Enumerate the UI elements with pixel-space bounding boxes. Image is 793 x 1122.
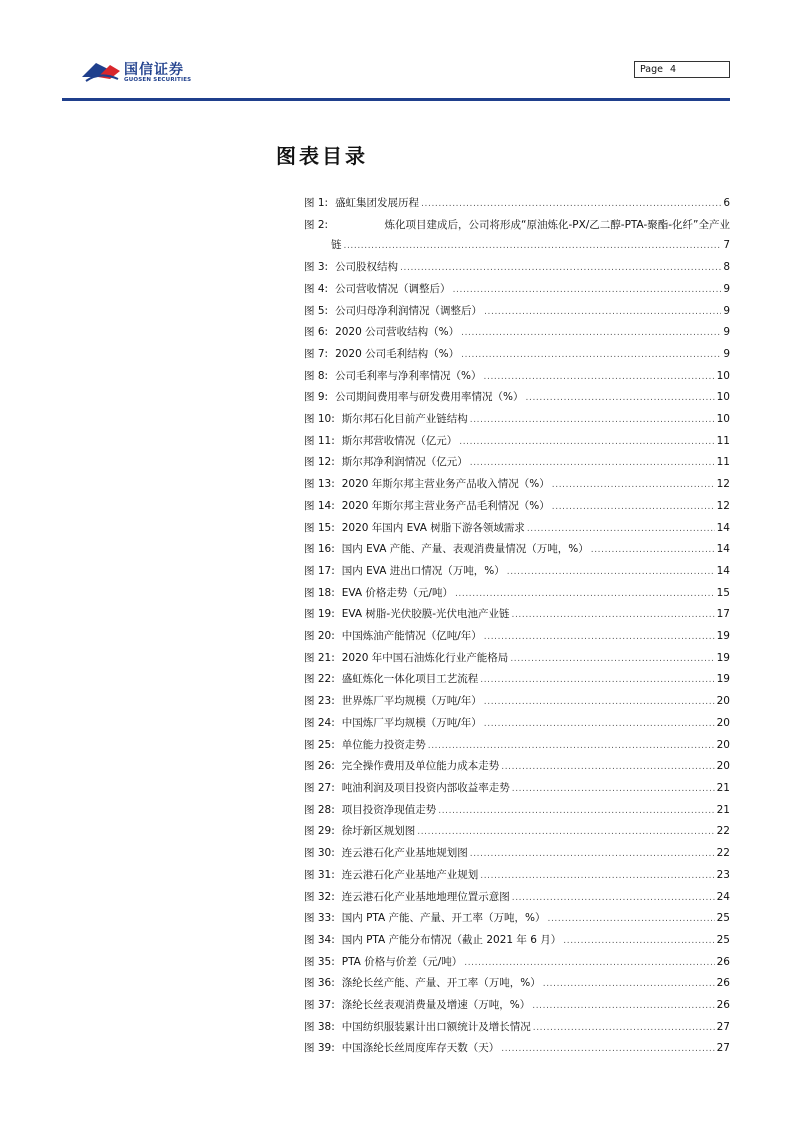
toc-leader-dots <box>421 194 721 215</box>
toc-figure-number: 图 28: <box>304 803 335 816</box>
toc-figure-number: 图 24: <box>304 716 335 729</box>
toc-figure-number: 图 26: <box>304 760 335 773</box>
toc-entry[interactable] <box>304 735 730 757</box>
toc-leader-dots <box>461 323 721 344</box>
toc-leader-dots <box>470 453 715 474</box>
toc-page-number: 20 <box>716 716 730 729</box>
toc-figure-title: 公司营收情况（调整后） <box>335 282 451 295</box>
toc-page-number: 20 <box>716 738 730 751</box>
toc-page-number: 14 <box>716 543 730 556</box>
toc-page-number: 26 <box>716 977 730 990</box>
toc-figure-title: 世界炼厂平均规模（万吨/年） <box>341 695 482 708</box>
toc-leader-dots <box>461 345 721 366</box>
toc-page-number: 23 <box>716 868 730 881</box>
toc-page-number: 21 <box>716 803 730 816</box>
toc-page-number: 11 <box>716 456 730 469</box>
toc-figure-title: 2020 公司毛利结构（%） <box>335 347 460 360</box>
toc-figure-number: 图 5: <box>304 304 329 317</box>
toc-page-number: 25 <box>716 912 730 925</box>
toc-figure-title: 项目投资净现值走势 <box>341 803 437 816</box>
toc-figure-number: 图 11: <box>304 434 335 447</box>
toc-leader-dots <box>510 649 714 670</box>
toc-entry[interactable] <box>304 648 730 670</box>
toc-leader-dots <box>470 844 715 865</box>
toc-entry[interactable] <box>304 366 730 388</box>
toc-entry[interactable] <box>304 952 730 974</box>
guosen-logo <box>80 57 200 87</box>
toc-page-number: 8 <box>723 261 730 274</box>
toc-leader-dots <box>464 953 714 974</box>
toc-entry[interactable] <box>304 496 730 518</box>
toc-figure-title: 斯尔邦营收情况（亿元） <box>341 434 458 447</box>
toc-entry[interactable] <box>304 215 730 257</box>
toc-leader-dots <box>459 432 714 453</box>
toc-leader-dots <box>532 996 714 1017</box>
toc-entry[interactable] <box>304 452 730 474</box>
toc-page-number: 26 <box>716 999 730 1012</box>
toc-entry[interactable] <box>304 995 730 1017</box>
toc-leader-dots <box>548 909 715 930</box>
toc-leader-dots <box>470 410 715 431</box>
toc-figure-number: 图 35: <box>304 955 335 968</box>
toc-entry[interactable] <box>304 713 730 735</box>
toc-entry[interactable] <box>304 626 730 648</box>
toc-leader-dots <box>552 475 715 496</box>
toc-figure-number: 图 36: <box>304 977 335 990</box>
toc-figure-number: 图 6: <box>304 326 329 339</box>
toc-entry[interactable] <box>304 908 730 930</box>
toc-page-number: 15 <box>716 586 730 599</box>
toc-figure-number: 图 27: <box>304 781 335 794</box>
toc-figure-number: 图 30: <box>304 847 335 860</box>
toc-page-number: 25 <box>716 933 730 946</box>
toc-page-number: 19 <box>716 651 730 664</box>
toc-figure-title: 中国纺织服装累计出口额统计及增长情况 <box>341 1020 531 1033</box>
toc-leader-dots <box>417 822 714 843</box>
toc-page-number: 22 <box>716 847 730 860</box>
toc-entry[interactable] <box>304 539 730 561</box>
toc-figure-title: 国内 PTA 产能、产量、开工率（万吨，%） <box>341 912 546 925</box>
toc-entry[interactable] <box>304 257 730 279</box>
toc-leader-dots <box>552 497 715 518</box>
toc-entry[interactable] <box>304 800 730 822</box>
toc-figure-number: 图 2: <box>304 218 329 231</box>
toc-figure-number: 图 34: <box>304 933 335 946</box>
toc-entry[interactable] <box>304 669 730 691</box>
toc-leader-dots <box>501 757 714 778</box>
toc-figure-number: 图 10: <box>304 413 335 426</box>
toc-leader-dots <box>453 280 722 301</box>
toc-entry[interactable] <box>304 561 730 583</box>
toc-leader-dots <box>480 866 714 887</box>
toc-figure-title: 中国炼厂平均规模（万吨/年） <box>341 716 482 729</box>
toc-figure-number: 图 21: <box>304 651 335 664</box>
toc-figure-number: 图 17: <box>304 564 335 577</box>
toc-entry[interactable] <box>304 604 730 626</box>
toc-leader-dots <box>455 584 715 605</box>
toc-figure-title: 吨油利润及项目投资内部收益率走势 <box>341 781 510 794</box>
toc-leader-dots <box>428 736 715 757</box>
toc-figure-title: 炼化项目建成后，公司将形成“原油炼化-PX/乙二醇-PTA-聚酯-化纤”全产业 <box>384 218 730 231</box>
toc-figure-title: PTA 价格与价差（元/吨） <box>341 955 463 968</box>
toc-leader-dots <box>480 670 714 691</box>
toc-page-number: 12 <box>716 478 730 491</box>
toc-leader-dots <box>438 801 714 822</box>
toc-figure-title: 国内 EVA 进出口情况（万吨，%） <box>341 564 505 577</box>
toc-page-number: 20 <box>716 695 730 708</box>
toc-figure-number: 图 15: <box>304 521 335 534</box>
toc-entry[interactable] <box>304 778 730 800</box>
toc-page-number: 20 <box>716 760 730 773</box>
toc-figure-title: 公司毛利率与净利率情况（%） <box>335 369 482 382</box>
toc-entry[interactable] <box>304 973 730 995</box>
toc-page-number: 24 <box>716 890 730 903</box>
toc-leader-dots <box>484 714 715 735</box>
toc-figure-title: 徐圩新区规划图 <box>341 825 416 838</box>
toc-figure-number: 图 4: <box>304 282 329 295</box>
toc-figure-number: 图 9: <box>304 391 329 404</box>
toc-figure-title: 2020 年中国石油炼化行业产能格局 <box>341 651 509 664</box>
toc-page-number: 10 <box>716 369 730 382</box>
toc-leader-dots <box>512 888 715 909</box>
page-indicator <box>634 61 730 78</box>
toc-page-number: 10 <box>716 413 730 426</box>
toc-figure-number: 图 20: <box>304 630 335 643</box>
toc-page-number: 9 <box>723 304 730 317</box>
toc-figure-number: 图 23: <box>304 695 335 708</box>
toc-figure-number: 图 32: <box>304 890 335 903</box>
toc-page-number: 27 <box>716 1020 730 1033</box>
toc-figure-number: 图 14: <box>304 499 335 512</box>
toc-entry[interactable] <box>304 821 730 843</box>
figure-list <box>304 193 730 1060</box>
toc-leader-dots <box>533 1018 715 1039</box>
toc-page-number: 14 <box>716 521 730 534</box>
toc-leader-dots <box>484 302 721 323</box>
toc-figure-number: 图 19: <box>304 608 335 621</box>
toc-page-number: 12 <box>716 499 730 512</box>
logo-english-name: GUOSEN SECURITIES <box>124 77 192 83</box>
toc-page-number: 17 <box>716 608 730 621</box>
toc-figure-title: 完全操作费用及单位能力成本走势 <box>341 760 500 773</box>
toc-leader-dots <box>400 258 721 279</box>
toc-entry[interactable] <box>304 756 730 778</box>
toc-figure-number: 图 8: <box>304 369 329 382</box>
toc-figure-number: 图 37: <box>304 999 335 1012</box>
toc-leader-dots <box>484 692 715 713</box>
toc-entry[interactable] <box>304 431 730 453</box>
toc-page-number: 19 <box>716 630 730 643</box>
toc-figure-title: 公司股权结构 <box>335 261 399 274</box>
toc-figure-title: 中国涤纶长丝周度库存天数（天） <box>341 1042 500 1055</box>
toc-entry[interactable] <box>304 344 730 366</box>
toc-entry[interactable] <box>304 301 730 323</box>
toc-entry[interactable] <box>304 193 730 215</box>
toc-page-number: 26 <box>716 955 730 968</box>
toc-page-number: 10 <box>716 391 730 404</box>
toc-figure-title: 连云港石化产业基地规划图 <box>341 847 468 860</box>
toc-figure-number: 图 13: <box>304 478 335 491</box>
toc-leader-dots <box>527 519 715 540</box>
toc-page-number: 11 <box>716 434 730 447</box>
toc-figure-title: 盛虹集团发展历程 <box>335 197 420 209</box>
toc-leader-dots <box>526 388 715 409</box>
toc-figure-number: 图 1: <box>304 197 329 209</box>
toc-figure-number: 图 16: <box>304 543 335 556</box>
toc-leader-dots <box>501 1039 714 1060</box>
page-label: Page <box>640 64 663 75</box>
toc-figure-title: 2020 年斯尔邦主营业务产品毛利情况（%） <box>341 499 550 512</box>
toc-page-number: 22 <box>716 825 730 838</box>
toc-figure-title: 2020 年国内 EVA 树脂下游各领域需求 <box>341 521 525 534</box>
toc-entry[interactable] <box>304 1038 730 1060</box>
toc-entry[interactable] <box>304 691 730 713</box>
toc-figure-title: 国内 EVA 产能、产量、表观消费量情况（万吨，%） <box>341 543 589 556</box>
toc-figure-number: 图 18: <box>304 586 335 599</box>
toc-entry[interactable] <box>304 518 730 540</box>
toc-entry[interactable] <box>304 583 730 605</box>
toc-figure-title: 2020 公司营收结构（%） <box>335 326 460 339</box>
toc-figure-title: 国内 PTA 产能分布情况（截止 2021 年 6 月） <box>341 933 562 946</box>
toc-leader-dots <box>484 627 715 648</box>
toc-figure-title: 斯尔邦净利润情况（亿元） <box>341 456 468 469</box>
toc-leader-dots <box>543 974 715 995</box>
toc-page-number: 6 <box>723 197 730 209</box>
toc-figure-title: 2020 年斯尔邦主营业务产品收入情况（%） <box>341 478 550 491</box>
toc-entry[interactable] <box>304 887 730 909</box>
toc-figure-title: 盛虹炼化一体化项目工艺流程 <box>341 673 479 686</box>
toc-figure-number: 图 33: <box>304 912 335 925</box>
toc-figure-number: 图 29: <box>304 825 335 838</box>
toc-page-number: 27 <box>716 1042 730 1055</box>
toc-entry[interactable] <box>304 930 730 952</box>
toc-figure-title: 连云港石化产业基地产业规划 <box>341 868 479 881</box>
toc-figure-title: 斯尔邦石化目前产业链结构 <box>341 413 468 426</box>
toc-leader-dots <box>591 540 715 561</box>
toc-figure-number: 图 12: <box>304 456 335 469</box>
logo-mark-icon <box>80 57 122 85</box>
toc-entry[interactable] <box>304 279 730 301</box>
toc-figure-number: 图 7: <box>304 347 329 360</box>
toc-page-number: 9 <box>723 282 730 295</box>
toc-figure-title: EVA 价格走势（元/吨） <box>341 586 453 599</box>
toc-page-number: 7 <box>723 239 730 252</box>
toc-figure-title: 公司归母净利润情况（调整后） <box>335 304 483 317</box>
toc-figure-number: 图 25: <box>304 738 335 751</box>
toc-figure-title-continued: 链 <box>331 239 342 252</box>
toc-figure-title: 涤纶长丝表观消费量及增速（万吨，%） <box>341 999 531 1012</box>
toc-figure-number: 图 22: <box>304 673 335 686</box>
toc-entry[interactable] <box>304 1017 730 1039</box>
toc-figure-title: EVA 树脂-光伏胶膜-光伏电池产业链 <box>341 608 510 621</box>
toc-page-number: 21 <box>716 781 730 794</box>
toc-figure-title: 公司期间费用率与研发费用率情况（%） <box>335 391 524 404</box>
toc-page-number: 9 <box>723 347 730 360</box>
page-title: 图表目录 <box>276 144 368 168</box>
toc-leader-dots <box>344 236 722 257</box>
toc-page-number: 19 <box>716 673 730 686</box>
toc-figure-title: 连云港石化产业基地地理位置示意图 <box>341 890 510 903</box>
toc-page-number: 14 <box>716 564 730 577</box>
toc-figure-title: 中国炼油产能情况（亿吨/年） <box>341 630 482 643</box>
toc-leader-dots <box>563 931 714 952</box>
logo-chinese-name: 国信证券 <box>124 62 184 78</box>
toc-figure-title: 单位能力投资走势 <box>341 738 426 751</box>
toc-page-number: 9 <box>723 326 730 339</box>
toc-leader-dots <box>512 779 715 800</box>
toc-entry[interactable] <box>304 865 730 887</box>
toc-figure-number: 图 39: <box>304 1042 335 1055</box>
toc-figure-number: 图 38: <box>304 1020 335 1033</box>
toc-entry[interactable] <box>304 843 730 865</box>
toc-entry[interactable] <box>304 322 730 344</box>
toc-entry[interactable] <box>304 474 730 496</box>
toc-leader-dots <box>512 605 715 626</box>
toc-leader-dots <box>507 562 715 583</box>
toc-figure-number: 图 3: <box>304 261 329 274</box>
page-number: 4 <box>670 64 677 75</box>
toc-figure-number: 图 31: <box>304 868 335 881</box>
toc-figure-title: 涤纶长丝产能、产量、开工率（万吨，%） <box>341 977 541 990</box>
toc-leader-dots <box>484 367 715 388</box>
header-divider <box>62 98 730 101</box>
toc-entry[interactable] <box>304 409 730 431</box>
toc-entry[interactable] <box>304 387 730 409</box>
